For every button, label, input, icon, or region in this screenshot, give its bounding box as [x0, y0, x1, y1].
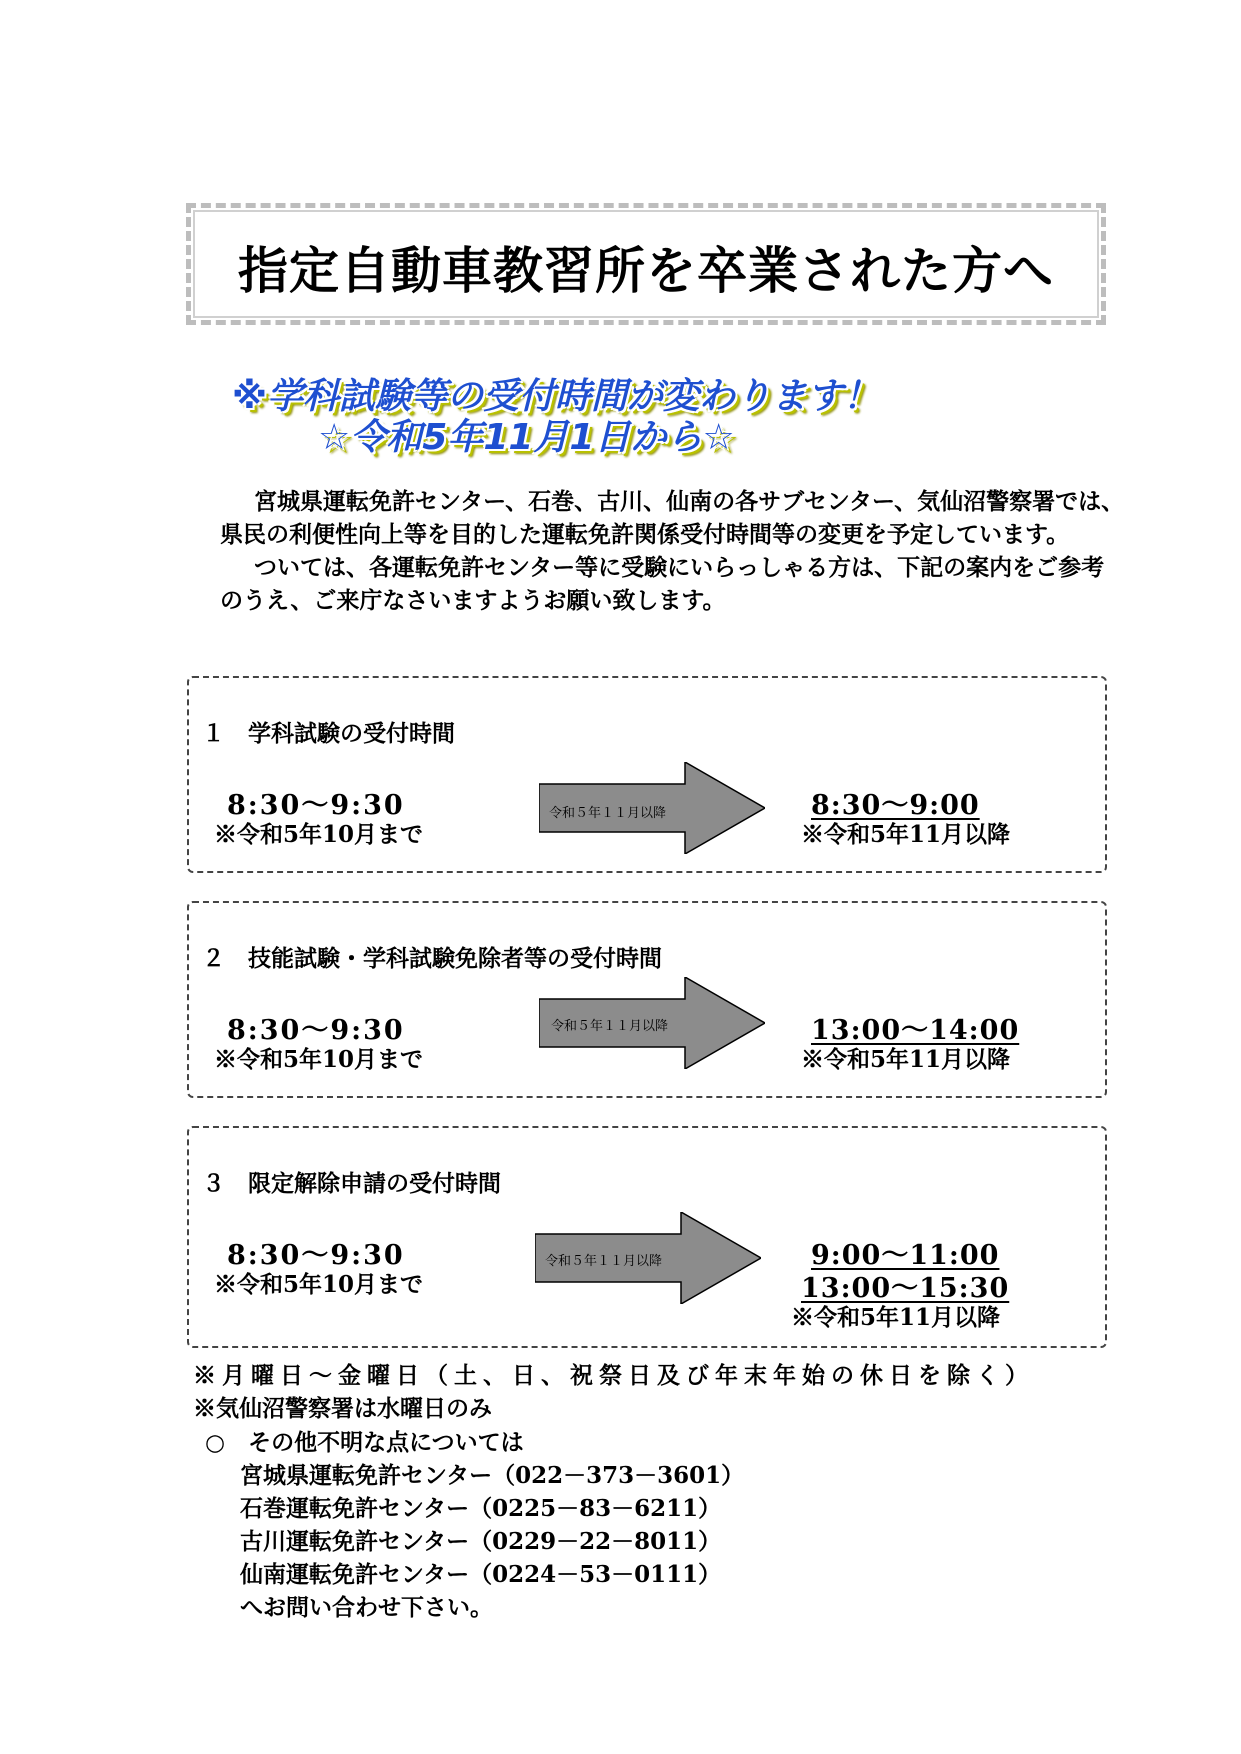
contact-line: 石巻運転免許センター（0225－83－6211）	[240, 1495, 722, 1522]
section-written-exam	[187, 676, 1107, 873]
old-time: 8:30～9:30	[227, 1015, 405, 1046]
old-note: ※令和5年10月まで	[214, 1271, 424, 1298]
arrow-label: 令和５年１１月以降	[549, 806, 667, 821]
new-time: 9:00～11:00	[811, 1240, 1000, 1271]
new-note: ※令和5年11月以降	[791, 1304, 1001, 1331]
closing-line: へお問い合わせ下さい。	[240, 1594, 493, 1621]
section-restriction-removal	[187, 1126, 1107, 1348]
arrow-label: 令和５年１１月以降	[545, 1254, 663, 1269]
announcement-line-1: ※学科試験等の受付時間が変わります！	[232, 376, 879, 417]
section-skills-exam	[187, 901, 1107, 1098]
old-time: 8:30～9:30	[227, 1240, 405, 1271]
old-note: ※令和5年10月まで	[214, 1046, 424, 1073]
arrow-label: 令和５年１１月以降	[551, 1019, 669, 1034]
inquiry-heading: ○ その他不明な点については	[205, 1429, 524, 1456]
announcement-line-2: ☆令和5年11月1日から☆	[318, 417, 735, 458]
contact-line: 古川運転免許センター（0229－22－8011）	[240, 1528, 722, 1555]
new-time: 13:00～15:30	[801, 1273, 1010, 1304]
old-note: ※令和5年10月まで	[214, 821, 424, 848]
page-title: 指定自動車教習所を卒業された方へ	[238, 242, 1054, 300]
new-note: ※令和5年11月以降	[801, 821, 1011, 848]
title-box	[186, 203, 1106, 325]
section-heading: １ 学科試験の受付時間	[202, 720, 455, 747]
new-time: 13:00～14:00	[811, 1015, 1020, 1046]
old-time: 8:30～9:30	[227, 790, 405, 821]
intro-paragraph: ついては、各運転免許センター等に受験にいらっしゃる方は、下記の案内をご参考のうえ、ご来庁なさいますようお願い致します。	[220, 554, 1105, 614]
contact-line: 宮城県運転免許センター（022－373－3601）	[240, 1462, 745, 1489]
note-kesennuma: ※気仙沼警察署は水曜日のみ	[193, 1395, 492, 1422]
contact-line: 仙南運転免許センター（0224－53－0111）	[240, 1561, 722, 1588]
new-time: 8:30～9:00	[811, 790, 980, 821]
section-heading: ３ 限定解除申請の受付時間	[202, 1170, 501, 1197]
new-note: ※令和5年11月以降	[801, 1046, 1011, 1073]
note-weekdays: ※月曜日～金曜日（土、日、祝祭日及び年末年始の休日を除く）	[193, 1362, 1034, 1389]
intro-paragraphs	[220, 485, 1125, 617]
intro-paragraph: 宮城県運転免許センター、石巻、古川、仙南の各サブセンター、気仙沼警察署では、県民の利便性向上等を目的した運転免許関係受付時間等の変更を予定しています。	[220, 488, 1125, 548]
section-heading: ２ 技能試験・学科試験免除者等の受付時間	[202, 945, 662, 972]
